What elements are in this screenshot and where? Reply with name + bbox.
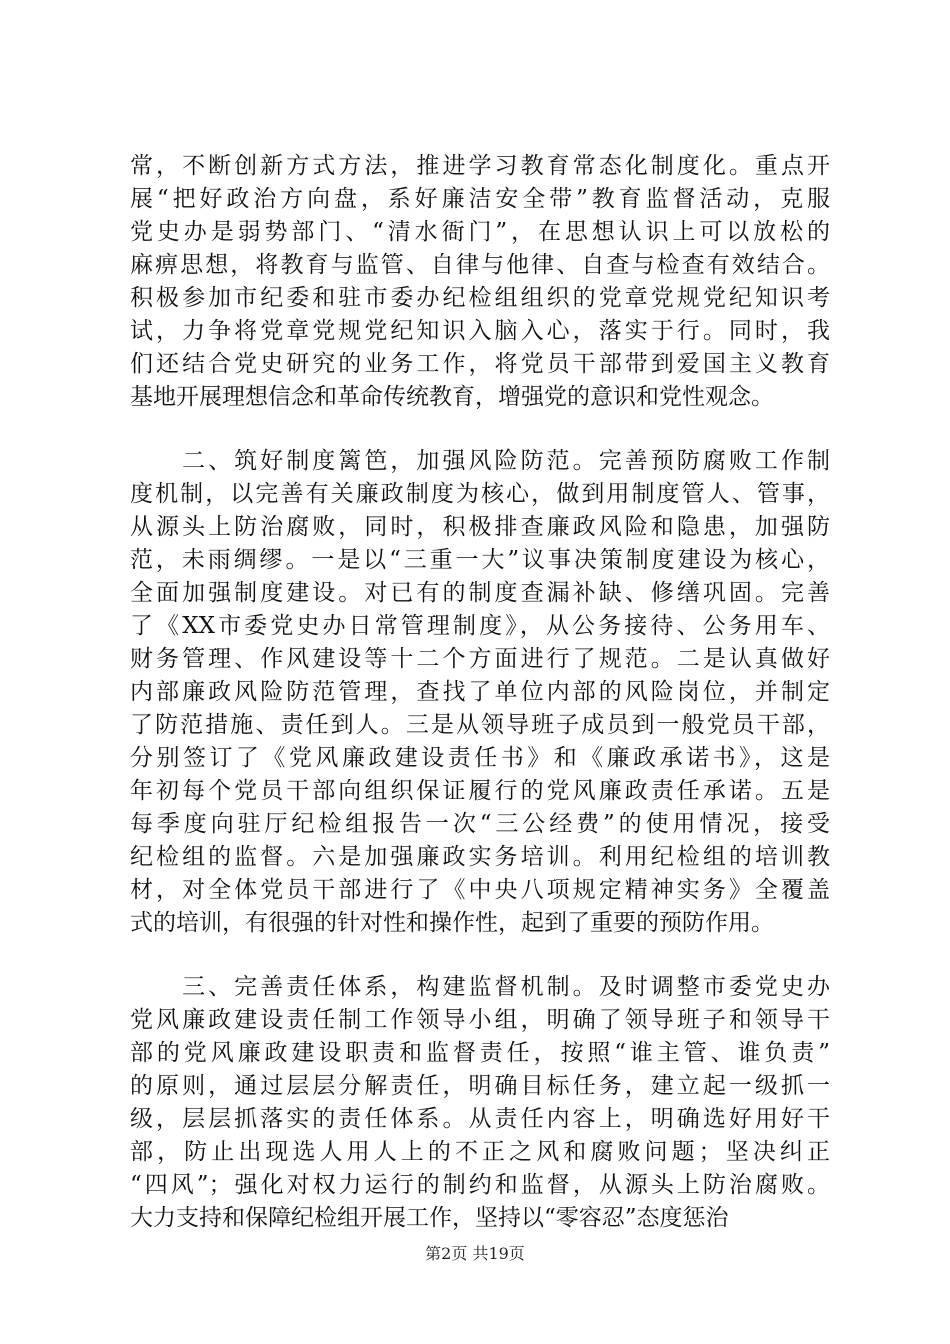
text-line: 基地开展理想信念和革命传统教育，增强党的意识和党性观念。 [130, 384, 774, 410]
text-line: 的原则，通过层层分解责任，明确目标任务，建立起一级抓一 [130, 1073, 830, 1099]
paragraph [130, 150, 830, 414]
text-line: 每季度向驻厅纪检组报告一次“三公经费”的使用情况，接受 [130, 811, 830, 837]
text-line: 年初每个党员干部向组织保证履行的党风廉政责任承诺。五是 [130, 778, 830, 804]
text-line: 度机制，以完善有关廉政制度为核心，做到用制度管人、管事， [130, 481, 830, 507]
text-line: 级，层层抓落实的责任体系。从责任内容上，明确选好用好干 [130, 1106, 830, 1132]
text-line: 了《XX市委党史办日常管理制度》，从公务接待、公务用车、 [130, 613, 830, 639]
paragraph-gap [130, 414, 830, 445]
text-line: 积极参加市纪委和驻市委办纪检组组织的党章党规党纪知识考 [130, 285, 830, 311]
text-line: 了防范措施、责任到人。三是从领导班子成员到一般党员干部， [130, 712, 830, 738]
text-line: 部，防止出现选人用人上的不正之风和腐败问题；坚决纠正 [130, 1139, 830, 1165]
text-line: 全面加强制度建设。对已有的制度查漏补缺、修缮巩固。完善 [130, 580, 830, 606]
text-line: 麻痹思想，将教育与监管、自律与他律、自查与检查有效结合。 [130, 252, 830, 278]
document-body [130, 150, 830, 1235]
text-line: 内部廉政风险防范管理，查找了单位内部的风险岗位，并制定 [130, 679, 830, 705]
text-line: 式的培训，有很强的针对性和操作性，起到了重要的预防作用。 [130, 910, 774, 936]
page-footer: 第2页 共19页 [425, 1244, 525, 1263]
text-line: 常，不断创新方式方法，推进学习教育常态化制度化。重点开 [130, 153, 830, 179]
text-line: 大力支持和保障纪检组开展工作，坚持以“零容忍”态度惩治 [130, 1205, 729, 1231]
text-line: “四风”；强化对权力运行的制约和监督，从源头上防治腐败。 [130, 1172, 830, 1198]
text-line: 范，未雨绸缪。一是以“三重一大”议事决策制度建设为核心， [130, 547, 830, 573]
paragraph [130, 971, 830, 1235]
paragraph [130, 445, 830, 940]
text-line: 材，对全体党员干部进行了《中央八项规定精神实务》全覆盖 [130, 877, 830, 903]
text-line: 二、筑好制度篱笆，加强风险防范。完善预防腐败工作制 [130, 448, 830, 474]
text-line: 三、完善责任体系，构建监督机制。及时调整市委党史办 [130, 974, 830, 1000]
text-line: 分别签订了《党风廉政建设责任书》和《廉政承诺书》，这是 [130, 745, 830, 771]
text-line: 纪检组的监督。六是加强廉政实务培训。利用纪检组的培训教 [130, 844, 830, 870]
text-line: 试，力争将党章党规党纪知识入脑入心，落实于行。同时，我 [130, 318, 830, 344]
text-line: 财务管理、作风建设等十二个方面进行了规范。二是认真做好 [130, 646, 830, 672]
paragraph-gap [130, 940, 830, 971]
text-line: 党史办是弱势部门、“清水衙门”，在思想认识上可以放松的 [130, 219, 830, 245]
text-line: 们还结合党史研究的业务工作，将党员干部带到爱国主义教育 [130, 351, 830, 377]
text-line: 党风廉政建设责任制工作领导小组，明确了领导班子和领导干 [130, 1007, 830, 1033]
text-line: 展“把好政治方向盘，系好廉洁安全带”教育监督活动，克服 [130, 186, 830, 212]
text-line: 部的党风廉政建设职责和监督责任，按照“谁主管、谁负责” [130, 1040, 830, 1066]
text-line: 从源头上防治腐败，同时，积极排查廉政风险和隐患，加强防 [130, 514, 830, 540]
